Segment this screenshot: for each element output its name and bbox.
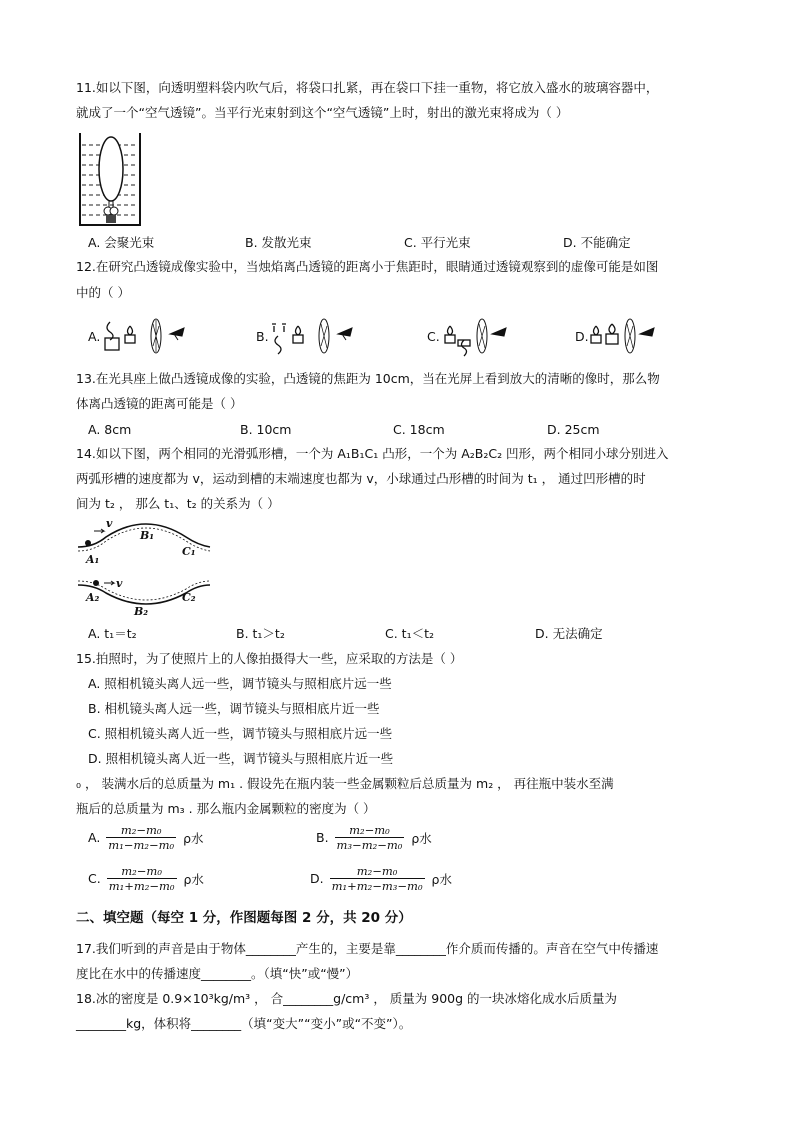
q12-figure-b: [268, 316, 360, 358]
q11-figure-bag-in-water: [78, 131, 142, 227]
q16-option-a-tail: ρ水: [183, 830, 204, 846]
q14-stem-line1: 14.如以下图，两个相同的光滑弧形槽，一个为 A₁B₁C₁ 凸形，一个为 A₂B₂C₂ 凹形，两个相同小球分别进入: [76, 446, 669, 461]
q13-stem-line2: 体离凸透镜的距离可能是（ ）: [76, 396, 243, 411]
q16-option-d-numerator: m₂−m₀: [330, 864, 425, 879]
q16-stem-line2: 瓶后的总质量为 m₃ . 那么瓶内金属颗粒的密度为（ ）: [76, 801, 376, 816]
q16-option-a-fraction: [106, 823, 176, 852]
q16-option-c: [88, 864, 204, 893]
q14-option-b: B. t₁＞t₂: [236, 626, 285, 641]
section-2-title: 二、填空题（每空 1 分，作图题每图 2 分，共 20 分）: [76, 910, 412, 926]
q16-option-a-denominator: m₁−m₂−m₀: [108, 838, 175, 852]
q16-option-c-numerator: m₂−m₀: [107, 864, 177, 879]
q11-option-a: A. 会聚光束: [88, 235, 155, 250]
q16-stem-line1: ₀ ， 装满水后的总质量为 m₁ . 假设先在瓶内装一些金属颗粒后总质量为 m₂ ， 再往瓶中装水至满: [76, 776, 614, 791]
q12-label-c: C.: [427, 329, 440, 344]
q13-stem-line1: 13.在光具座上做凸透镜成像的实验，凸透镜的焦距为 10cm，当在光屏上看到放大的清晰的像时，那么物: [76, 371, 660, 386]
q14-stem-line3: 间为 t₂ ， 那么 t₁、t₂ 的关系为（ ）: [76, 496, 280, 511]
q14-label-v1: v: [106, 517, 113, 530]
q13-option-c: C. 18cm: [393, 422, 445, 437]
q15-option-a: A. 照相机镜头离人远一些，调节镜头与照相底片远一些: [88, 676, 392, 691]
q18-stem-line2: ________kg，体积将________（填“变大”“变小”或“不变”）。: [76, 1016, 412, 1031]
q16-option-d-fraction: [330, 864, 425, 893]
q11-stem-line2: 就成了一个“空气透镜”。当平行光束射到这个“空气透镜”上时，射出的激光束将成为（ ）: [76, 105, 569, 120]
q14-label-v2: v: [116, 577, 123, 590]
q11-option-b: B. 发散光束: [245, 235, 312, 250]
q12-figure-d: [588, 316, 658, 358]
q16-option-b-tail: ρ水: [411, 830, 432, 846]
q13-option-b: B. 10cm: [240, 422, 292, 437]
q14-option-c: C. t₁＜t₂: [385, 626, 434, 641]
q15-option-b: B. 相机镜头离人远一些，调节镜头与照相底片近一些: [88, 701, 380, 716]
q16-option-b-label: B.: [316, 830, 329, 845]
q12-label-b: B.: [256, 329, 269, 344]
q15-option-c: C. 照相机镜头离人近一些，调节镜头与照相底片远一些: [88, 726, 393, 741]
q14-label-b1: B₁: [140, 529, 155, 542]
q18-stem-line1: 18.冰的密度是 0.9×10³kg/m³ ， 合________g/cm³ ， 质量为 900g 的一块冰熔化成水后质量为: [76, 991, 618, 1006]
q16-option-c-fraction: [107, 864, 177, 893]
q14-option-d: D. 无法确定: [535, 626, 603, 641]
q16-option-c-tail: ρ水: [183, 871, 204, 887]
q12-figure-a: [100, 316, 192, 358]
q14-label-a1: A₁: [86, 553, 100, 566]
q16-option-b-denominator: m₃−m₂−m₀: [336, 838, 403, 852]
q11-stem-line1: 11.如以下图，向透明塑料袋内吹气后，将袋口扎紧，再在袋口下挂一重物，将它放入盛水的玻璃容器中，: [76, 80, 659, 95]
q16-option-c-denominator: m₁+m₂−m₀: [108, 879, 175, 893]
q17-stem-line1: 17.我们听到的声音是由于物体________产生的，主要是靠________作介质而传播的。声音在空气中传播速: [76, 941, 659, 956]
q16-option-d-denominator: m₁+m₂−m₃−m₀: [331, 879, 423, 893]
q14-stem-line2: 两弧形槽的速度都为 v，运动到槽的末端速度也都为 v，小球通过凸形槽的时间为 t₁ ， 通过凹形槽的时: [76, 471, 646, 486]
q14-figure-grooves: [76, 517, 212, 617]
q16-option-a: [88, 823, 204, 852]
q15-option-d: D. 照相机镜头离人近一些，调节镜头与照相底片近一些: [88, 751, 394, 766]
q13-option-d: D. 25cm: [547, 422, 600, 437]
q13-option-a: A. 8cm: [88, 422, 132, 437]
q16-option-d: [310, 864, 452, 893]
q16-option-b-numerator: m₂−m₀: [335, 823, 405, 838]
q14-label-a2: A₂: [86, 591, 100, 604]
q16-option-b: [316, 823, 432, 852]
q12-stem-line2: 中的（ ）: [76, 285, 130, 300]
q16-option-b-fraction: [335, 823, 405, 852]
q14-label-b2: B₂: [134, 605, 149, 618]
q14-label-c1: C₁: [182, 545, 196, 558]
q12-stem-line1: 12.在研究凸透镜成像实验中，当烛焰离凸透镜的距离小于焦距时，眼睛通过透镜观察到的虚像可能是如图: [76, 259, 659, 274]
q11-option-c: C. 平行光束: [404, 235, 471, 250]
q16-option-a-label: A.: [88, 830, 101, 845]
q16-option-d-label: D.: [310, 871, 324, 886]
q16-option-a-numerator: m₂−m₀: [106, 823, 176, 838]
q14-label-c2: C₂: [182, 591, 196, 604]
q15-stem: 15.拍照时，为了使照片上的人像拍摄得大一些，应采取的方法是（ ）: [76, 651, 463, 666]
q12-figure-c: [440, 316, 510, 358]
q17-stem-line2: 度比在水中的传播速度________。（填“快”或“慢”）: [76, 966, 359, 981]
q12-label-d: D.: [575, 329, 589, 344]
q14-option-a: A. t₁＝t₂: [88, 626, 137, 641]
q11-option-d: D. 不能确定: [563, 235, 631, 250]
q16-option-d-tail: ρ水: [431, 871, 452, 887]
q12-label-a: A.: [88, 329, 101, 344]
q16-option-c-label: C.: [88, 871, 101, 886]
